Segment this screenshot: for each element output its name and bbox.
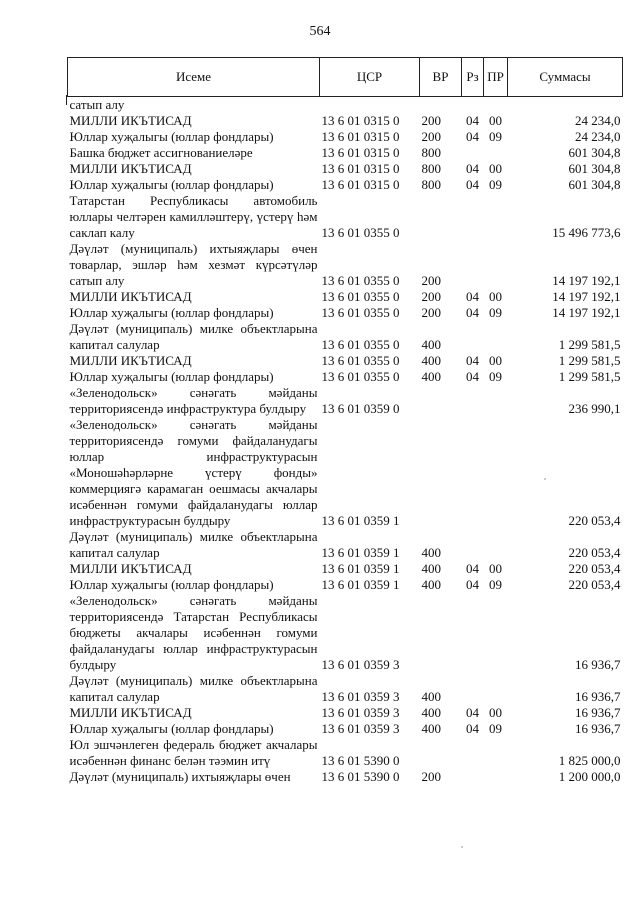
cell-sum: 16 936,7 [575,705,621,720]
cell-pr [484,529,508,561]
table-row [68,113,623,129]
cell-csr: 13 6 01 0359 1 [321,545,400,560]
cell-vr: 400 [421,369,441,384]
cell-vr: 200 [421,129,441,144]
cell-vr: 200 [421,113,441,128]
cell-sum: 24 234,0 [575,129,621,144]
table-row [68,721,623,737]
table-row [68,353,623,369]
cell-vr: 200 [421,769,441,784]
cell-name: МИЛЛИ ИКЪТИСАД [69,113,192,128]
cell-vr [420,417,462,529]
cell-vr [420,593,462,673]
cell-rz [462,97,484,114]
cell-vr [420,97,462,114]
cell-pr: 09 [489,577,502,592]
cell-pr [484,673,508,705]
cell-vr: 200 [421,289,441,304]
cell-name: Дәүләт (муниципаль) ихтыяҗлары өчен товарлар, эшләр һәм хезмәт күрсәтүләр сатып алу [69,241,318,288]
cell-csr: 13 6 01 0315 0 [321,113,400,128]
cell-csr: 13 6 01 0359 1 [321,513,400,528]
cell-sum: 16 936,7 [575,689,621,704]
cell-name: Юллар хуҗалыгы (юллар фондлары) [69,177,274,192]
cell-pr: 09 [489,369,502,384]
cell-sum: 220 053,4 [568,561,621,576]
cell-sum: 14 197 192,1 [552,305,621,320]
cell-rz: 04 [466,353,479,368]
cell-vr: 400 [421,705,441,720]
cell-csr: 13 6 01 0359 3 [321,689,400,704]
cell-csr: 13 6 01 0355 0 [321,225,400,240]
cell-vr: 400 [421,561,441,576]
table-header-row [68,58,623,97]
cell-vr: 200 [421,273,441,288]
cell-name: Татарстан Республикасы автомобиль юллары челтәрен камилләштерү, үстерү һәм саклап калу [69,193,318,240]
cell-rz: 04 [466,561,479,576]
cell-name: Дәүләт (муниципаль) ихтыяҗлары өчен [69,769,291,784]
cell-rz [462,417,484,529]
cell-name: Башка бюджет ассигнованиеләре [69,145,253,160]
header-vr: ВР [420,58,462,97]
cell-pr [484,385,508,417]
cell-rz: 04 [466,577,479,592]
cell-name: Юллар хуҗалыгы (юллар фондлары) [69,129,274,144]
cell-rz [462,193,484,241]
cell-csr: 13 6 01 0359 1 [321,561,400,576]
cell-sum: 1 299 581,5 [558,369,621,384]
cell-sum: 1 299 581,5 [558,337,621,352]
cell-rz: 04 [466,289,479,304]
cell-rz: 04 [466,721,479,736]
cell-pr [484,769,508,785]
cell-pr: 09 [489,721,502,736]
cell-name: МИЛЛИ ИКЪТИСАД [69,561,192,576]
table-row [68,577,623,593]
cell-vr: 400 [421,577,441,592]
table-row [68,305,623,321]
cell-sum: 601 304,8 [568,161,621,176]
cell-csr: 13 6 01 0355 0 [321,273,400,288]
cell-rz [462,529,484,561]
cell-name: «Зеленодольск» сәнәгать мәйданы территориясендә инфраструктура булдыру [69,385,318,416]
scan-speck [544,478,546,480]
table-row [68,129,623,145]
cell-vr: 400 [421,337,441,352]
header-pr: ПР [484,58,508,97]
cell-pr: 00 [489,113,502,128]
cell-name: МИЛЛИ ИКЪТИСАД [69,161,192,176]
cell-csr: 13 6 01 5390 0 [321,753,400,768]
cell-sum: 14 197 192,1 [552,273,621,288]
cell-sum: 601 304,8 [568,177,621,192]
cell-vr [420,193,462,241]
cell-name: сатып алу [69,97,125,112]
cell-name: Юллар хуҗалыгы (юллар фондлары) [69,577,274,592]
table-row [68,593,623,673]
continuation-rule [66,95,67,105]
cell-vr: 400 [421,353,441,368]
cell-pr: 09 [489,177,502,192]
cell-pr: 00 [489,561,502,576]
cell-pr [484,593,508,673]
table-row [68,161,623,177]
cell-name: «Зеленодольск» сәнәгать мәйданы территориясендә Татарстан Республикасы бюджеты акчалары исәбеннән гомуми файдаланудагы юллар инфраструктурасын булдыру [69,593,318,672]
cell-sum: 16 936,7 [575,721,621,736]
cell-csr: 13 6 01 5390 0 [321,769,400,784]
cell-csr: 13 6 01 0359 3 [321,705,400,720]
table-row [68,177,623,193]
table-row [68,241,623,289]
cell-rz: 04 [466,113,479,128]
cell-pr: 00 [489,289,502,304]
cell-pr [484,417,508,529]
cell-sum: 16 936,7 [575,657,621,672]
cell-pr: 09 [489,305,502,320]
cell-rz [462,673,484,705]
cell-rz: 04 [466,705,479,720]
cell-rz [462,385,484,417]
cell-pr [484,97,508,114]
cell-sum: 220 053,4 [568,577,621,592]
cell-vr: 800 [421,145,441,160]
cell-rz [462,769,484,785]
cell-vr: 200 [421,305,441,320]
cell-rz: 04 [466,161,479,176]
cell-vr: 400 [421,545,441,560]
cell-sum: 14 197 192,1 [552,289,621,304]
cell-rz: 04 [466,369,479,384]
cell-vr: 800 [421,161,441,176]
cell-pr [484,145,508,161]
cell-pr: 00 [489,705,502,720]
cell-csr: 13 6 01 0359 0 [321,401,400,416]
table-row [68,369,623,385]
cell-csr: 13 6 01 0359 3 [321,721,400,736]
cell-sum: 1 299 581,5 [558,353,621,368]
header-name: Исеме [68,58,320,97]
cell-vr [420,385,462,417]
table-row [68,737,623,769]
cell-csr: 13 6 01 0315 0 [321,161,400,176]
cell-name: Юллар хуҗалыгы (юллар фондлары) [69,721,274,736]
cell-name: МИЛЛИ ИКЪТИСАД [69,705,192,720]
cell-name: Дәүләт (муниципаль) милке объектларына капитал салулар [69,673,318,704]
cell-sum: 236 990,1 [568,401,621,416]
header-csr: ЦСР [320,58,420,97]
table-row [68,673,623,705]
cell-rz [462,737,484,769]
cell-rz [462,145,484,161]
cell-pr: 00 [489,353,502,368]
cell-pr [484,241,508,289]
cell-rz: 04 [466,305,479,320]
cell-csr: 13 6 01 0315 0 [321,145,400,160]
cell-name: Юллар хуҗалыгы (юллар фондлары) [69,369,274,384]
cell-rz [462,321,484,353]
table-row [68,193,623,241]
header-sum: Суммасы [508,58,623,97]
cell-sum: 1 825 000,0 [558,753,621,768]
cell-rz: 04 [466,177,479,192]
cell-sum: 24 234,0 [575,113,621,128]
cell-pr: 00 [489,161,502,176]
cell-sum: 220 053,4 [568,545,621,560]
cell-name: Юл эшчәнлеген федераль бюджет акчалары исәбеннән финанс белән тәэмин итү [69,737,318,768]
cell-csr: 13 6 01 0355 0 [321,305,400,320]
table-row [68,705,623,721]
cell-csr: 13 6 01 0315 0 [321,129,400,144]
cell-csr [320,97,420,114]
budget-table [67,57,623,785]
table-row [68,385,623,417]
cell-vr: 400 [421,721,441,736]
cell-pr [484,193,508,241]
page-number: 564 [309,24,331,39]
cell-csr: 13 6 01 0359 1 [321,577,400,592]
table-row [68,529,623,561]
cell-csr: 13 6 01 0355 0 [321,369,400,384]
table-row [68,145,623,161]
table-body [68,97,623,786]
table-row [68,417,623,529]
cell-vr: 800 [421,177,441,192]
cell-vr [420,737,462,769]
table-row [68,561,623,577]
header-rz: Рз [462,58,484,97]
cell-rz [462,241,484,289]
cell-pr [484,321,508,353]
cell-pr [484,737,508,769]
cell-name: «Зеленодольск» сәнәгать мәйданы территориясендә гомуми файдаланудагы юллар инфраструктурасын «Моношәһәрләрне үстерү фонды» коммерциягә карамаган оешмасы акчалары исәбеннән гомуми файдаланудагы юллар инфраструктурасын булдыру [69,417,318,528]
cell-sum: 220 053,4 [568,513,621,528]
cell-name: Юллар хуҗалыгы (юллар фондлары) [69,305,274,320]
cell-csr: 13 6 01 0355 0 [321,289,400,304]
cell-csr: 13 6 01 0355 0 [321,353,400,368]
cell-pr: 09 [489,129,502,144]
table-row [68,769,623,785]
cell-sum: 601 304,8 [568,145,621,160]
cell-csr: 13 6 01 0355 0 [321,337,400,352]
cell-vr: 400 [421,689,441,704]
table-row [68,97,623,114]
cell-name: Дәүләт (муниципаль) милке объектларына капитал салулар [69,321,318,352]
cell-csr: 13 6 01 0359 3 [321,657,400,672]
cell-sum [508,97,623,114]
cell-rz [462,593,484,673]
scan-speck [461,846,463,848]
cell-name: МИЛЛИ ИКЪТИСАД [69,353,192,368]
cell-name: Дәүләт (муниципаль) милке объектларына капитал салулар [69,529,318,560]
cell-csr: 13 6 01 0315 0 [321,177,400,192]
table-row [68,289,623,305]
cell-name: МИЛЛИ ИКЪТИСАД [69,289,192,304]
cell-sum: 1 200 000,0 [558,769,621,784]
cell-rz: 04 [466,129,479,144]
table-row [68,321,623,353]
cell-sum: 15 496 773,6 [552,225,621,240]
